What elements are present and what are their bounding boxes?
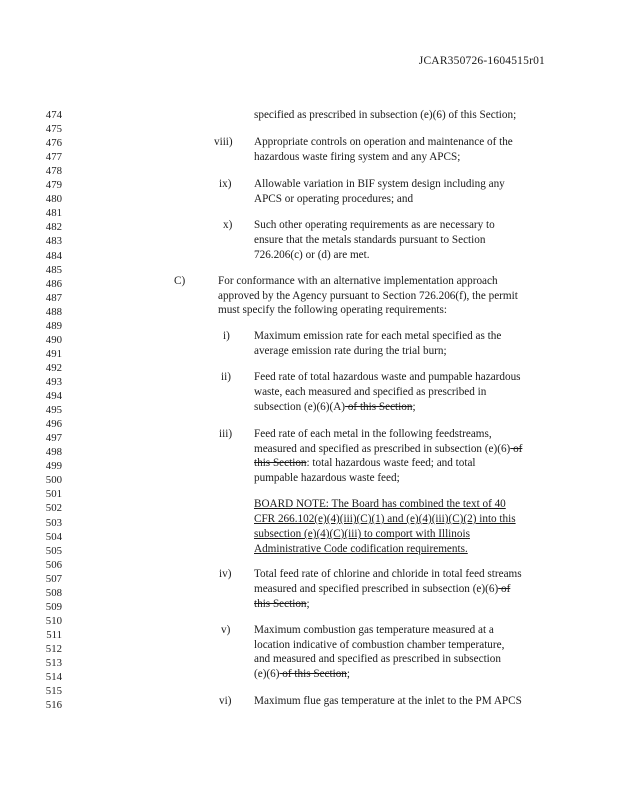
board-note-line: BOARD NOTE: The Board has combined the text of 40 (254, 498, 506, 510)
item-label: ii) (221, 371, 231, 383)
item-label: viii) (214, 136, 233, 148)
text-line: Feed rate of each metal in the following feedstreams, (254, 428, 492, 440)
struck-text: this Section (254, 598, 307, 610)
line-number: 490 (45, 333, 62, 346)
board-note-line: Administrative Code codification requirements. (254, 543, 468, 555)
line-number: 488 (45, 305, 62, 318)
item-label: v) (221, 624, 231, 636)
item-label: iv) (219, 568, 232, 580)
line-number: 494 (45, 390, 62, 402)
line-number: 475 (45, 123, 62, 135)
text-line: 726.206(c) or (d) are met. (254, 249, 370, 261)
line-number: 507 (45, 572, 62, 585)
line-number: 509 (45, 600, 62, 613)
item-label: ix) (219, 178, 232, 190)
line-number: 479 (45, 179, 62, 192)
struck-text: of this Section (345, 401, 413, 413)
text-line: waste, each measured and specified as prescribed in (254, 386, 487, 398)
document-header: JCAR350726-1604515r01 (418, 55, 545, 67)
line-number: 498 (45, 446, 62, 459)
text-span: ; (306, 598, 310, 610)
line-number: 499 (45, 460, 62, 473)
line-number: 500 (45, 474, 62, 487)
line-number: 513 (45, 657, 62, 669)
text-line (254, 401, 416, 413)
text-span: ; (412, 401, 416, 413)
line-number: 489 (45, 319, 62, 332)
line-number: 510 (45, 614, 62, 627)
text-span: measured and specified prescribed in subsection (e)(6) (254, 583, 499, 595)
text-line (254, 443, 522, 455)
item-label: x) (223, 219, 233, 231)
line-number: 512 (45, 642, 62, 655)
text-span: (e)(6) (254, 668, 280, 680)
line-number: 492 (45, 361, 62, 374)
line-number: 477 (45, 151, 62, 164)
line-number: 506 (45, 558, 62, 571)
line-number: 497 (45, 432, 62, 445)
text-line (254, 668, 350, 680)
text-line: Such other operating requirements as are necessary to (254, 219, 495, 231)
line-number: 486 (45, 277, 62, 290)
line-number: 505 (45, 544, 62, 557)
text-line: ensure that the metals standards pursuant to Section (254, 234, 486, 246)
text-line: Allowable variation in BIF system design including any (254, 178, 505, 190)
text-line (254, 457, 476, 469)
struck-text: of (498, 583, 511, 595)
text-line: Maximum flue gas temperature at the inlet to the PM APCS (254, 695, 522, 707)
text-span: measured and specified as prescribed in subsection (e)(6) (254, 443, 511, 455)
text-line: Maximum combustion gas temperature measured at a (254, 624, 494, 636)
text-line: hazardous waste firing system and any APCS; (254, 151, 461, 163)
line-number: 496 (45, 418, 62, 431)
text-line: pumpable hazardous waste feed; (254, 472, 400, 484)
line-number: 514 (45, 671, 62, 683)
text-line: and measured and specified as prescribed in subsection (254, 653, 501, 665)
line-number: 516 (45, 699, 62, 712)
text-line (254, 598, 310, 610)
line-number: 501 (45, 488, 62, 501)
line-number: 476 (45, 137, 62, 150)
text-line: average emission rate during the trial burn; (254, 345, 447, 357)
line-number: 482 (45, 221, 62, 234)
text-line: must specify the following operating requirements: (218, 304, 447, 316)
struck-text: this Section (254, 457, 307, 469)
board-note-line: CFR 266.102(e)(4)(iii)(C)(1) and (e)(4)(iii)(C)(2) into this (254, 513, 516, 525)
line-number: 485 (45, 263, 62, 276)
section-label: C) (174, 275, 186, 287)
line-number: 515 (45, 685, 62, 698)
line-number: 495 (45, 404, 62, 417)
line-number: 480 (45, 193, 62, 206)
line-number: 487 (45, 291, 62, 304)
item-label: vi) (219, 695, 232, 707)
item-label: i) (223, 330, 230, 342)
text-line: Total feed rate of chlorine and chloride in total feed streams (254, 568, 522, 580)
text-line: Appropriate controls on operation and maintenance of the (254, 136, 513, 148)
line-number: 502 (45, 502, 62, 515)
line-number: 478 (45, 165, 62, 178)
line-number: 484 (45, 249, 62, 262)
line-number: 493 (45, 375, 62, 388)
text-span: subsection (e)(6)(A) (254, 401, 346, 413)
text-line: specified as prescribed in subsection (e)(6) of this Section; (254, 109, 517, 121)
struck-text: of (510, 443, 523, 455)
line-number: 481 (45, 207, 62, 220)
text-line: Feed rate of total hazardous waste and pumpable hazardous (254, 371, 521, 383)
text-line: For conformance with an alternative implementation approach (218, 275, 498, 287)
line-number: 503 (45, 516, 62, 529)
line-number: 483 (45, 235, 62, 248)
text-line: Maximum emission rate for each metal specified as the (254, 330, 502, 342)
text-line: approved by the Agency pursuant to Section 726.206(f), the permit (218, 290, 518, 302)
line-number: 504 (45, 530, 62, 543)
text-line: APCS or operating procedures; and (254, 193, 414, 205)
text-span: ; (346, 668, 351, 680)
line-number: 508 (45, 586, 62, 599)
item-label: iii) (219, 428, 233, 440)
board-note-line: subsection (e)(4)(C)(iii) to comport with Illinois (254, 528, 470, 540)
text-line (254, 583, 510, 595)
text-line: location indicative of combustion chamber temperature, (254, 639, 505, 651)
text-span: : total hazardous waste feed; and total (306, 457, 476, 469)
struck-text: of this Section (279, 668, 347, 680)
line-number: 491 (45, 347, 62, 360)
line-number: 474 (45, 109, 62, 121)
line-number: 511 (46, 628, 62, 641)
